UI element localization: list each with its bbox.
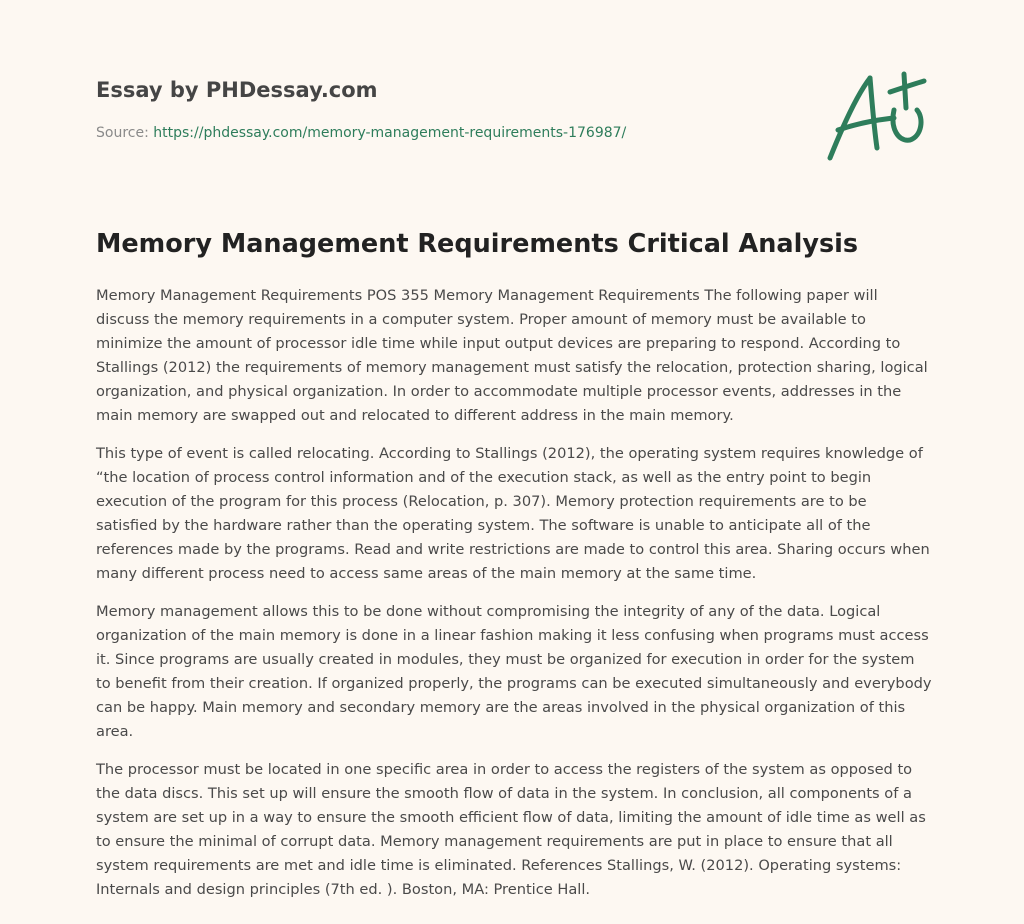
source-line [96,123,796,143]
source-label: Source: [96,125,154,141]
article-paragraph: Memory management allows this to be done without compromising the integrity of any of the data. Logical organization of the main memory is done in a linear fashion making it less confusing when programs must access it. Since programs are usually created in modules, they must be organized for execution in order for the system to benefit from their creation. If organized properly, the programs can be executed simultaneously and everybody can be happy. Main memory and secondary memory are the areas involved in the physical organization of this area. [96,603,932,740]
source-link[interactable]: https://phdessay.com/memory-management-requirements-176987/ [153,125,627,141]
article-body [96,284,932,916]
article-paragraph: This type of event is called relocating. According to Stallings (2012), the operating system requires knowledge of “the location of process control information and of the execution stack, as well as the entry point to begin execution of the program for this process (Relocation, p. 307). Memory protection requirements are to be satisfied by the hardware rather than the operating system. The software is unable to anticipate all of the references made by the programs. Read and write restrictions are made to control this area. Sharing occurs when many different process need to access same areas of the main memory at the same time. [96,445,930,582]
article-paragraph: The processor must be located in one specific area in order to access the registers of the system as opposed to the data discs. This set up will ensure the smooth flow of data in the system. In conclusion, all components of a system are set up in a way to ensure the smooth efficient flow of data, limiting the amount of idle time as well as to ensure the minimal of corrupt data. Memory management requirements are put in place to ensure that all system requirements are met and idle time is eliminated. References Stallings, W. (2012). Operating systems: Internals and design principles (7th ed. ). Boston, MA: Prentice Hall. [96,761,926,898]
site-brand: Essay by PHDessay.com [96,78,378,102]
page-header [96,76,796,143]
article-paragraph: Memory Management Requirements POS 355 Memory Management Requirements The following paper will discuss the memory requirements in a computer system. Proper amount of memory must be available to minimize the amount of processor idle time while input output devices are preparing to respond. According to Stallings (2012) the requirements of memory management must satisfy the relocation, protection sharing, logical organization, and physical organization. In order to accommodate multiple processor events, addresses in the main memory are swapped out and relocated to different address in the main memory. [96,287,928,424]
article-title: Memory Management Requirements Critical Analysis [96,229,859,259]
a-plus-grade-logo-icon [820,66,932,166]
